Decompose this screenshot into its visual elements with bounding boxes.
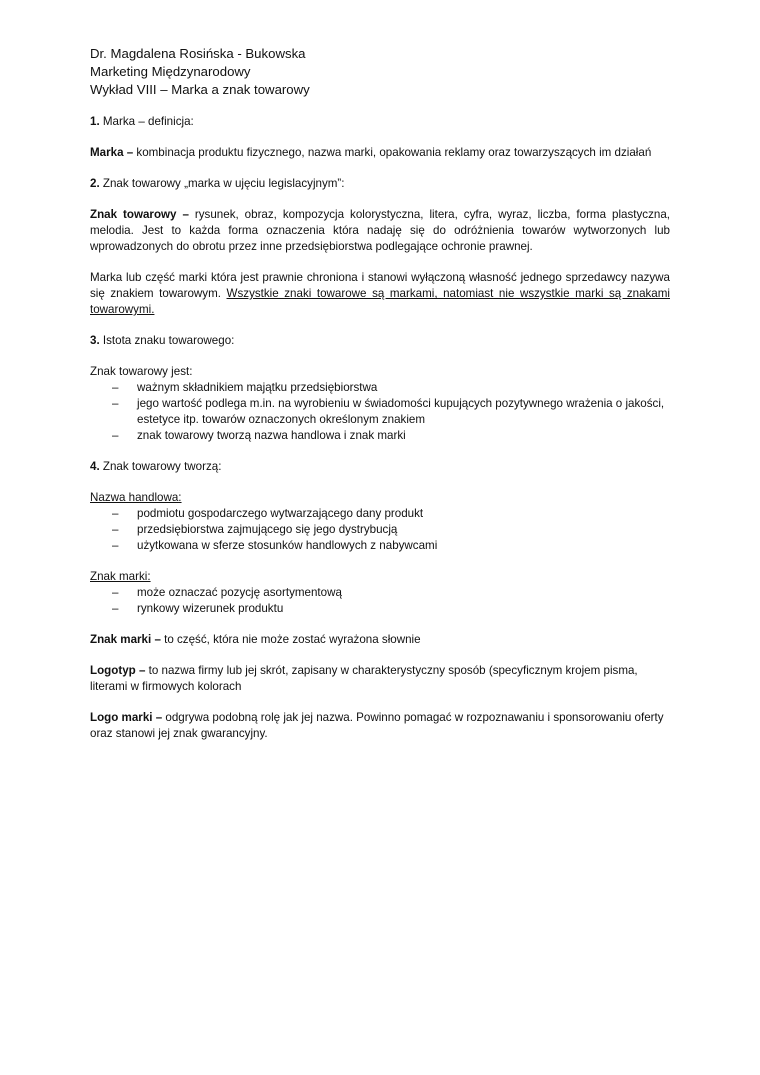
section-2-heading <box>90 176 670 192</box>
essence-list <box>90 380 670 444</box>
underlined-statement: Wszystkie znaki towarowe są markami, natomiast nie wszystkie marki są znakami towarowymi. <box>90 287 670 316</box>
dash-bullet-icon: – <box>112 397 119 410</box>
author-line: Dr. Magdalena Rosińska - Bukowska <box>90 46 306 61</box>
definition-text: rysunek, obraz, kompozycja kolorystyczna, litera, cyfra, wyraz, liczba, forma plastyczna, melodia. Jest to każda forma oznaczenia która nadaję się do odróżnienia towarów wytworzonych lub wprowadzonych do obrotu przez inne przedsiębiorstwa podlegające ochronie prawnej. <box>90 208 670 253</box>
section-number: 3. <box>90 334 100 347</box>
dash-bullet-icon: – <box>112 539 119 552</box>
trade-name-list <box>90 506 670 554</box>
definition-term: Marka – <box>90 146 134 159</box>
definition-term: Znak towarowy – <box>90 208 189 221</box>
dash-bullet-icon: – <box>112 586 119 599</box>
dash-bullet-icon: – <box>112 523 119 536</box>
trademark-paragraph <box>90 270 670 318</box>
logo-marki-definition <box>90 710 670 742</box>
document-header <box>90 45 670 99</box>
brand-mark-list <box>90 585 670 617</box>
definition-text: kombinacja produktu fizycznego, nazwa marki, opakowania reklamy oraz towarzyszących im działań <box>133 146 652 159</box>
list-item: – znak towarowy tworzą nazwa handlowa i znak marki <box>112 429 406 442</box>
dash-bullet-icon: – <box>112 602 119 615</box>
logotyp-definition <box>90 663 670 695</box>
definition-term: Logo marki – <box>90 711 163 724</box>
definition-text: to część, która nie może zostać wyrażona słownie <box>160 633 421 646</box>
section-title: Marka – definicja: <box>99 115 194 128</box>
course-line: Marketing Międzynarodowy <box>90 64 251 79</box>
list-item: – przedsiębiorstwa zajmującego się jego dystrybucją <box>112 523 398 536</box>
list-item: – jego wartość podlega m.in. na wyrobieniu w świadomości kupujących pozytywnego wrażenia o jakości, estetyce itp. towarów oznaczonych określonym znakiem <box>112 397 665 426</box>
list-intro: Znak towarowy jest: <box>90 365 193 378</box>
definition-term: Znak marki – <box>90 633 161 646</box>
marka-definition <box>90 145 670 161</box>
definition-term: Logotyp – <box>90 664 146 677</box>
brand-mark-label: Znak marki: <box>90 570 151 583</box>
list-item: – użytkowana w sferze stosunków handlowych z nabywcami <box>112 539 438 552</box>
dash-bullet-icon: – <box>112 381 119 394</box>
section-number: 2. <box>90 177 100 190</box>
section-4-heading <box>90 459 670 475</box>
list-item: – może oznaczać pozycję asortymentową <box>112 586 342 599</box>
list-item: – ważnym składnikiem majątku przedsiębiorstwa <box>112 381 378 394</box>
znak-marki-definition <box>90 632 670 648</box>
section-title: Znak towarowy tworzą: <box>99 460 222 473</box>
dash-bullet-icon: – <box>112 507 119 520</box>
definition-text: to nazwa firmy lub jej skrót, zapisany w charakterystyczny sposób (specyficznym krojem pisma, literami w firmowych kolorach <box>90 664 638 693</box>
section-title: Znak towarowy „marka w ujęciu legislacyjnym”: <box>99 177 345 190</box>
dash-bullet-icon: – <box>112 429 119 442</box>
list-item: – podmiotu gospodarczego wytwarzającego dany produkt <box>112 507 424 520</box>
section-title: Istota znaku towarowego: <box>99 334 235 347</box>
definition-text: odgrywa podobną rolę jak jej nazwa. Powinno pomagać w rozpoznawaniu i sponsorowaniu oferty oraz stanowi jej znak gwarancyjny. <box>90 711 664 740</box>
section-3-heading <box>90 333 670 349</box>
paragraph-text: Marka lub część marki która jest prawnie chroniona i stanowi wyłączoną własność jednego sprzedawcy nazywa się znakiem towarowym. <box>90 271 670 300</box>
list-item: – rynkowy wizerunek produktu <box>112 602 284 615</box>
lecture-title: Wykład VIII – Marka a znak towarowy <box>90 82 310 97</box>
znak-towarowy-definition <box>90 207 670 255</box>
trade-name-label: Nazwa handlowa: <box>90 491 182 504</box>
section-number: 1. <box>90 115 100 128</box>
section-number: 4. <box>90 460 100 473</box>
section-1-heading <box>90 114 670 130</box>
